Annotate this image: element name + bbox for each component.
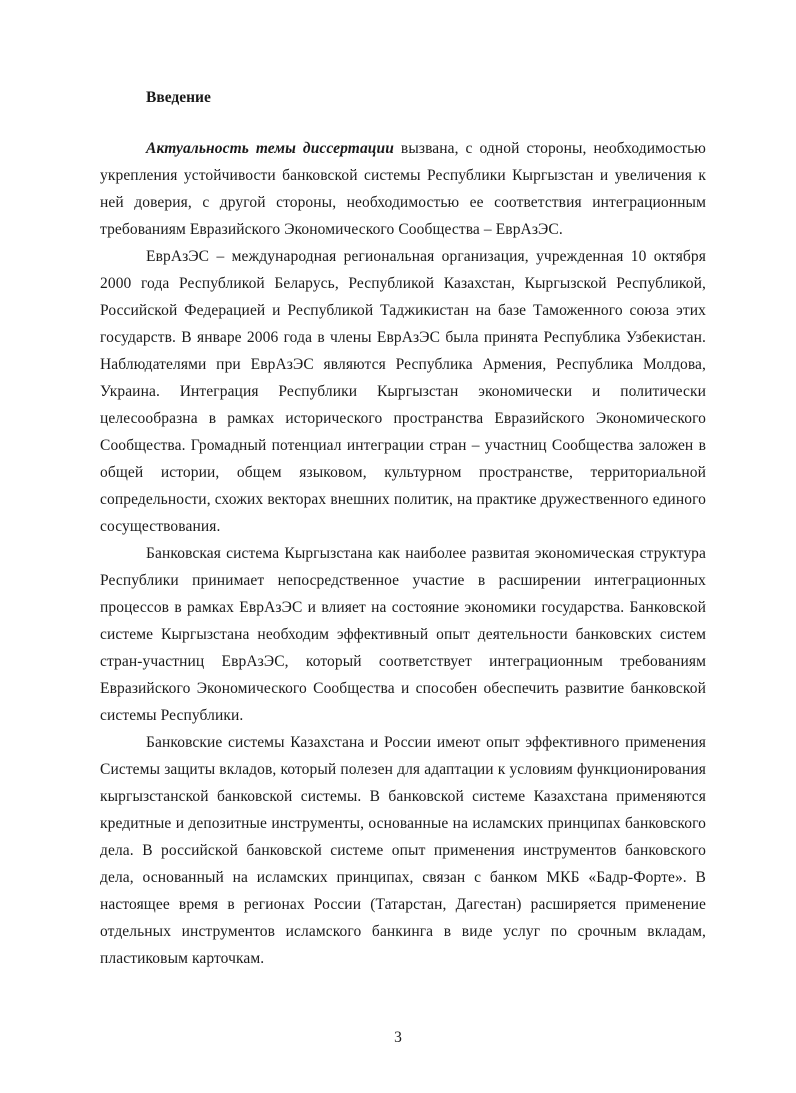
paragraph-deposit-protection: Банковские системы Казахстана и России имеют опыт эффективного применения Системы защиты вкладов, который полезен для адаптации к условиям функционирования кыргызстанской банковской системы. В банковской системе Казахстана применяются кредитные и депозитные инструменты, основанные на исламских принципах банковского дела. В российской банковской системе опыт применения инструментов банковского дела, основанный на исламских принципах, связан с банком МКБ «Бадр-Форте». В настоящее время в регионах России (Татарстан, Дагестан) расширяется применение отдельных инструментов исламского банкинга в виде услуг по срочным вкладам, пластиковым карточкам. [100,734,706,967]
document-page [100,84,706,972]
paragraph-banking-system: Банковская система Кыргызстана как наиболее развитая экономическая структура Республики принимает непосредственное участие в расширении интеграционных процессов в рамках ЕврАзЭС и влияет на состояние экономики государства. Банковской системе Кыргызстана необходим эффективный опыт деятельности банковских систем стран-участниц ЕврАзЭС, который соответствует интеграционным требованиям Евразийского Экономического Сообщества и способен обеспечить развитие банковской системы Республики. [100,545,706,724]
paragraph-lead: Актуальность темы диссертации [146,140,394,157]
section-heading: Введение [146,89,211,106]
page-number: 3 [394,1029,402,1046]
paragraph-text: вызвана, с одной стороны, необходимостью укрепления устойчивости банковской системы Республики Кыргызстан и увеличения к ней доверия, с другой стороны, необходимостью ее соответствия интеграционным требованиям Евразийского Экономического Сообщества – ЕврАзЭС. [100,140,706,238]
paragraph-eurasec: ЕврАзЭС – международная региональная организация, учрежденная 10 октября 2000 года Республикой Беларусь, Республикой Казахстан, Кыргызской Республикой, Российской Федерацией и Республикой Таджикистан на базе Таможенного союза этих государств. В январе 2006 года в члены ЕврАзЭС была принята Республика Узбекистан. Наблюдателями при ЕврАзЭС являются Республика Армения, Республика Молдова, Украина. Интеграция Республики Кыргызстан экономически и политически целесообразна в рамках исторического пространства Евразийского Экономического Сообщества. Громадный потенциал интеграции стран – участниц Сообщества заложен в общей истории, общем языковом, культурном пространстве, территориальной сопредельности, схожих векторах внешних политик, на практике дружественного единого сосуществования. [100,248,706,535]
paragraph-relevance [100,135,706,243]
